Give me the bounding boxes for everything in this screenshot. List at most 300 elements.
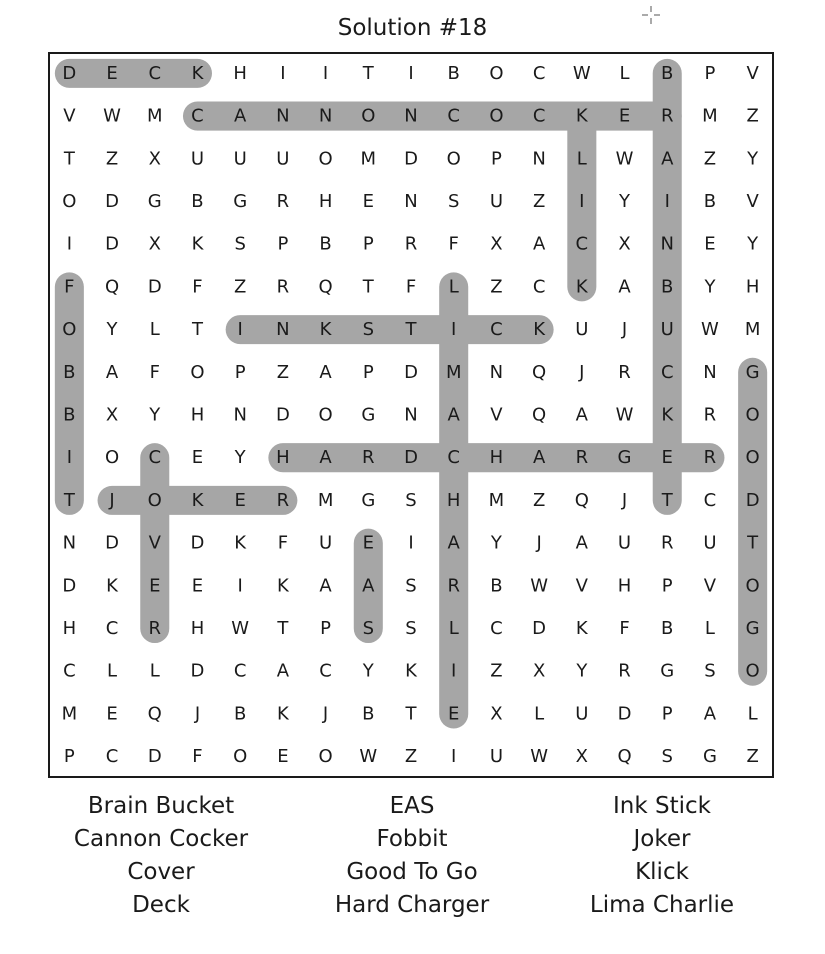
grid-cell: R xyxy=(362,447,375,469)
grid-cell: E xyxy=(106,62,118,84)
word-list-item: Cannon Cocker xyxy=(73,826,249,852)
grid-cell: Q xyxy=(147,703,162,725)
grid-cell: D xyxy=(147,276,162,298)
grid-cell: M xyxy=(702,105,718,127)
word-list-item: Cover xyxy=(127,859,195,885)
grid-cell: R xyxy=(618,361,631,383)
grid-cell: Q xyxy=(532,404,547,426)
grid-cell: N xyxy=(276,319,290,341)
grid-cell: V xyxy=(575,575,588,597)
grid-cell: S xyxy=(661,746,673,768)
grid-cell: C xyxy=(319,660,332,682)
grid-cell: N xyxy=(489,361,504,383)
grid-cell: H xyxy=(489,447,504,469)
grid-cell: Y xyxy=(747,148,759,170)
grid-cell: C xyxy=(490,618,503,640)
grid-cell: L xyxy=(534,703,545,725)
grid-cell: N xyxy=(660,233,674,255)
grid-cell: U xyxy=(318,532,333,554)
grid-cell: B xyxy=(661,276,674,298)
grid-cell: L xyxy=(149,319,160,341)
grid-cell: K xyxy=(575,105,588,127)
grid-cell: Z xyxy=(746,105,759,127)
grid-cell: C xyxy=(490,319,503,341)
grid-cell: T xyxy=(277,618,289,640)
grid-cell: D xyxy=(105,532,119,554)
grid-cell: M xyxy=(146,105,163,127)
grid-cell: F xyxy=(192,276,203,298)
grid-cell: W xyxy=(103,105,121,127)
grid-cell: I xyxy=(664,190,670,212)
word-list-item: Lima Charlie xyxy=(589,892,735,918)
grid-cell: R xyxy=(703,447,717,469)
grid-cell: Z xyxy=(703,148,717,170)
grid-cell: J xyxy=(109,489,115,511)
grid-cell: B xyxy=(63,361,76,383)
grid-cell: P xyxy=(661,703,673,725)
grid-cell: A xyxy=(532,233,546,255)
grid-cell: R xyxy=(660,532,674,554)
grid-cell: R xyxy=(276,489,290,511)
grid-cell: U xyxy=(660,319,674,341)
grid-cell: E xyxy=(191,575,204,597)
grid-cell: I xyxy=(408,62,414,84)
grid-cell: D xyxy=(745,489,760,511)
grid-cell: D xyxy=(105,233,119,255)
grid-cell: C xyxy=(532,276,546,298)
word-list-item: Deck xyxy=(132,892,190,918)
grid-cell: R xyxy=(276,190,290,212)
grid-cell: V xyxy=(63,105,76,127)
grid-cell: C xyxy=(191,105,204,127)
grid-cell: Q xyxy=(617,746,632,768)
grid-cell: C xyxy=(447,447,460,469)
grid-cell: O xyxy=(62,319,77,341)
grid-cell: D xyxy=(532,618,547,640)
grid-cell: D xyxy=(617,703,632,725)
grid-cell: G xyxy=(660,660,675,682)
grid-cell: O xyxy=(318,404,333,426)
grid-cell: G xyxy=(361,489,376,511)
grid-cell: X xyxy=(618,233,631,255)
grid-cell: W xyxy=(530,746,549,768)
grid-cell: L xyxy=(448,618,459,640)
grid-cell: Z xyxy=(490,660,503,682)
grid-cell: R xyxy=(660,105,674,127)
grid-cell: T xyxy=(63,489,75,511)
word-list-item: Hard Charger xyxy=(334,892,490,918)
grid-cell: A xyxy=(319,447,332,469)
grid-cell: Z xyxy=(490,276,503,298)
grid-cell: Y xyxy=(234,447,246,469)
grid-cell: K xyxy=(234,532,247,554)
grid-cell: E xyxy=(448,703,460,725)
grid-cell: Z xyxy=(105,148,119,170)
grid-cell: E xyxy=(277,746,289,768)
grid-cell: X xyxy=(148,148,161,170)
grid-cell: B xyxy=(661,618,674,640)
grid-cell: A xyxy=(575,532,588,554)
grid-cell: Z xyxy=(404,746,418,768)
grid-cell: Y xyxy=(490,532,502,554)
grid-cell: T xyxy=(362,62,374,84)
grid-cell: L xyxy=(704,618,715,640)
grid-cell: N xyxy=(404,404,418,426)
grid-cell: K xyxy=(661,404,674,426)
grid-cell: K xyxy=(106,575,118,597)
grid-cell: J xyxy=(322,703,329,725)
grid-cell: O xyxy=(745,575,760,597)
grid-cell: A xyxy=(234,105,247,127)
grid-cell: Y xyxy=(704,276,716,298)
grid-cell: B xyxy=(703,190,717,212)
grid-cell: L xyxy=(149,660,160,682)
grid-cell: U xyxy=(703,532,717,554)
grid-cell: K xyxy=(575,618,588,640)
word-list-column-3 xyxy=(532,790,792,922)
grid-cell: D xyxy=(190,660,205,682)
grid-cell: I xyxy=(237,575,243,597)
grid-cell: C xyxy=(105,618,119,640)
grid-cell: T xyxy=(661,489,673,511)
grid-cell: O xyxy=(489,62,504,84)
grid-cell: N xyxy=(233,404,247,426)
crosshair-icon xyxy=(641,5,661,25)
grid-cell: T xyxy=(405,703,417,725)
grid-cell: P xyxy=(234,361,246,383)
grid-cell: B xyxy=(63,404,76,426)
grid-cell: F xyxy=(448,233,459,255)
grid-cell: F xyxy=(149,361,160,383)
grid-cell: V xyxy=(490,404,503,426)
grid-cell: B xyxy=(233,703,247,725)
grid-cell: S xyxy=(234,233,246,255)
grid-cell: R xyxy=(276,276,290,298)
grid-cell: Y xyxy=(619,190,631,212)
grid-cell: C xyxy=(532,62,546,84)
grid-cell: C xyxy=(105,746,119,768)
grid-cell: B xyxy=(191,190,204,212)
grid-cell: Y xyxy=(747,233,759,255)
grid-cell: H xyxy=(276,447,290,469)
grid-cell: Q xyxy=(104,276,120,298)
grid-cell: Y xyxy=(576,660,588,682)
word-list-item: Joker xyxy=(633,826,691,852)
word-list-item: Fobbit xyxy=(376,826,448,852)
grid-cell: N xyxy=(318,105,333,127)
word-list-item: Brain Bucket xyxy=(87,793,235,819)
grid-cell: W xyxy=(359,746,378,768)
grid-cell: R xyxy=(447,575,460,597)
grid-cell: D xyxy=(105,190,119,212)
grid-cell: G xyxy=(361,404,376,426)
grid-cell: I xyxy=(579,190,585,212)
grid-cell: Z xyxy=(234,276,247,298)
grid-cell: H xyxy=(318,190,333,212)
grid-cell: R xyxy=(618,660,631,682)
grid-cell: D xyxy=(404,447,418,469)
grid-cell: O xyxy=(318,746,333,768)
grid-cell: W xyxy=(615,404,634,426)
word-list-item: Good To Go xyxy=(346,859,478,885)
grid-cell: M xyxy=(445,361,462,383)
grid-cell: Z xyxy=(276,361,290,383)
grid-cell: K xyxy=(405,660,417,682)
grid-cell: P xyxy=(320,618,332,640)
grid-cell: E xyxy=(704,233,716,255)
grid-cell: V xyxy=(703,575,717,597)
grid-cell: S xyxy=(447,190,460,212)
grid-cell: O xyxy=(62,190,77,212)
grid-cell: N xyxy=(404,190,418,212)
grid-cell: F xyxy=(192,746,203,768)
grid-cell: W xyxy=(701,319,719,341)
grid-cell: P xyxy=(362,361,374,383)
grid-cell: Q xyxy=(574,489,589,511)
grid-cell: D xyxy=(190,532,205,554)
grid-cell: P xyxy=(661,575,673,597)
grid-cell: E xyxy=(618,105,631,127)
grid-cell: P xyxy=(704,62,716,84)
grid-cell: W xyxy=(615,148,634,170)
grid-cell: F xyxy=(619,618,630,640)
grid-cell: O xyxy=(745,447,760,469)
grid-cell: H xyxy=(190,404,205,426)
grid-cell: L xyxy=(448,276,459,298)
grid-cell: H xyxy=(617,575,632,597)
grid-cell: O xyxy=(104,447,120,469)
grid-cell: K xyxy=(533,319,546,341)
grid-cell: C xyxy=(532,105,546,127)
grid-cell: D xyxy=(62,575,77,597)
grid-cell: W xyxy=(572,62,591,84)
grid-cell: U xyxy=(575,319,589,341)
grid-cell: D xyxy=(275,404,290,426)
grid-cell: U xyxy=(617,532,632,554)
grid-cell: I xyxy=(66,233,73,255)
grid-cell: T xyxy=(63,148,75,170)
grid-cell: U xyxy=(489,190,504,212)
grid-cell: R xyxy=(404,233,418,255)
grid-cell: C xyxy=(447,105,460,127)
grid-cell: D xyxy=(62,62,77,84)
grid-cell: U xyxy=(233,148,247,170)
grid-cell: A xyxy=(105,361,119,383)
grid-cell: N xyxy=(532,148,546,170)
grid-cell: W xyxy=(530,575,549,597)
grid-cell: N xyxy=(703,361,717,383)
grid-cell: O xyxy=(318,148,333,170)
grid-cell: Z xyxy=(532,489,546,511)
grid-cell: O xyxy=(233,746,248,768)
grid-cell: M xyxy=(317,489,334,511)
grid-cell: U xyxy=(489,746,504,768)
grid-cell: A xyxy=(618,276,631,298)
grid-cell: D xyxy=(404,361,418,383)
grid-cell: C xyxy=(703,489,717,511)
grid-cell: C xyxy=(148,62,162,84)
grid-cell: C xyxy=(575,233,589,255)
grid-cell: I xyxy=(322,62,329,84)
grid-cell: Y xyxy=(362,660,374,682)
grid-cell: P xyxy=(63,746,75,768)
grid-cell: B xyxy=(319,233,332,255)
grid-cell: S xyxy=(362,319,375,341)
grid-cell: N xyxy=(404,105,418,127)
grid-cell: S xyxy=(405,489,417,511)
grid-cell: T xyxy=(362,276,374,298)
word-list-item: EAS xyxy=(389,793,435,819)
grid-cell: A xyxy=(447,532,460,554)
grid-cell: R xyxy=(575,447,589,469)
word-list-item: Ink Stick xyxy=(613,793,711,819)
grid-cell: D xyxy=(147,746,162,768)
grid-cell: O xyxy=(190,361,205,383)
grid-cell: K xyxy=(191,489,204,511)
grid-cell: V xyxy=(746,190,759,212)
grid-cell: R xyxy=(703,404,717,426)
grid-cell: K xyxy=(575,276,588,298)
grid-cell: Q xyxy=(318,276,333,298)
grid-cell: O xyxy=(745,404,760,426)
grid-cell: S xyxy=(405,575,417,597)
grid-cell: J xyxy=(579,361,585,383)
grid-cell: O xyxy=(489,105,504,127)
grid-cell: N xyxy=(276,105,290,127)
grid-cell: J xyxy=(621,489,628,511)
grid-cell: I xyxy=(280,62,286,84)
grid-cell: A xyxy=(661,148,674,170)
grid-cell: X xyxy=(490,703,503,725)
grid-cell: G xyxy=(745,361,760,383)
grid-cell: K xyxy=(319,319,332,341)
grid-cell: X xyxy=(490,233,503,255)
grid-cell: T xyxy=(405,319,417,341)
grid-cell: G xyxy=(617,447,632,469)
grid-cell: X xyxy=(105,404,119,426)
grid-cell: I xyxy=(451,660,457,682)
grid-cell: A xyxy=(362,575,375,597)
grid-cell: X xyxy=(575,746,588,768)
grid-cell: V xyxy=(148,532,161,554)
grid-cell: L xyxy=(619,62,630,84)
grid-cell: C xyxy=(63,660,76,682)
grid-cell: H xyxy=(446,489,461,511)
letter-grid xyxy=(48,52,774,778)
grid-cell: F xyxy=(277,532,289,554)
grid-cell: I xyxy=(408,532,414,554)
grid-cell: I xyxy=(237,319,243,341)
grid-cell: A xyxy=(319,361,332,383)
grid-cell: C xyxy=(660,361,674,383)
grid-cell: B xyxy=(661,62,674,84)
grid-cell: Y xyxy=(149,404,161,426)
grid-cell: C xyxy=(233,660,247,682)
grid-cell: O xyxy=(361,105,376,127)
word-list-item: Klick xyxy=(635,859,689,885)
grid-cell: D xyxy=(404,148,418,170)
grid-cell: U xyxy=(575,703,589,725)
grid-cell: G xyxy=(233,190,248,212)
grid-cell: U xyxy=(190,148,205,170)
grid-cell: I xyxy=(451,746,457,768)
grid-cell: S xyxy=(405,618,417,640)
grid-cell: K xyxy=(191,233,204,255)
grid-cell: O xyxy=(446,148,461,170)
grid-cell: F xyxy=(405,276,417,298)
grid-cell: N xyxy=(62,532,77,554)
grid-cell: I xyxy=(66,447,73,469)
grid-cell: Z xyxy=(746,746,759,768)
grid-cell: F xyxy=(64,276,75,298)
grid-cell: S xyxy=(704,660,716,682)
grid-cell: A xyxy=(703,703,717,725)
puzzle-title: Solution #18 xyxy=(337,15,488,41)
grid-cell: H xyxy=(62,618,77,640)
grid-cell: B xyxy=(362,703,375,725)
grid-cell: E xyxy=(191,447,204,469)
grid-cell: E xyxy=(661,447,673,469)
grid-cell: J xyxy=(536,532,542,554)
grid-cell: B xyxy=(490,575,503,597)
grid-cell: E xyxy=(362,190,374,212)
grid-cell: H xyxy=(745,276,760,298)
grid-cell: B xyxy=(447,62,460,84)
grid-cell: I xyxy=(451,319,457,341)
grid-cell: O xyxy=(745,660,760,682)
grid-cell: K xyxy=(191,62,204,84)
grid-cell: M xyxy=(744,319,761,341)
grid-cell: A xyxy=(575,404,588,426)
grid-cell: S xyxy=(362,618,375,640)
grid-cell: E xyxy=(149,575,161,597)
grid-cell: T xyxy=(747,532,759,554)
grid-cell: G xyxy=(745,618,760,640)
grid-cell: P xyxy=(277,233,289,255)
grid-cell: C xyxy=(148,447,162,469)
grid-cell: A xyxy=(319,575,332,597)
grid-cell: J xyxy=(621,319,628,341)
grid-cell: A xyxy=(447,404,460,426)
grid-cell: M xyxy=(360,148,377,170)
grid-cell: W xyxy=(231,618,250,640)
grid-cell: K xyxy=(276,703,289,725)
grid-cell: Q xyxy=(532,361,547,383)
grid-cell: P xyxy=(490,148,502,170)
grid-cell: A xyxy=(532,447,546,469)
grid-cell: G xyxy=(702,746,717,768)
grid-cell: G xyxy=(147,190,162,212)
grid-cell: V xyxy=(746,62,759,84)
grid-cell: A xyxy=(276,660,290,682)
grid-cell: L xyxy=(107,660,118,682)
grid-cell: Z xyxy=(532,190,546,212)
grid-cell: M xyxy=(61,703,78,725)
word-list-column-2 xyxy=(282,790,542,922)
grid-cell: T xyxy=(191,319,203,341)
grid-cell: K xyxy=(276,575,289,597)
grid-cell: E xyxy=(362,532,374,554)
grid-cell: O xyxy=(147,489,162,511)
grid-cell: R xyxy=(148,618,162,640)
grid-cell: H xyxy=(190,618,205,640)
grid-cell: X xyxy=(148,233,161,255)
grid-cell: E xyxy=(106,703,118,725)
grid-cell: E xyxy=(234,489,246,511)
grid-cell: H xyxy=(233,62,247,84)
grid-cell: X xyxy=(532,660,546,682)
grid-cell: U xyxy=(276,148,290,170)
